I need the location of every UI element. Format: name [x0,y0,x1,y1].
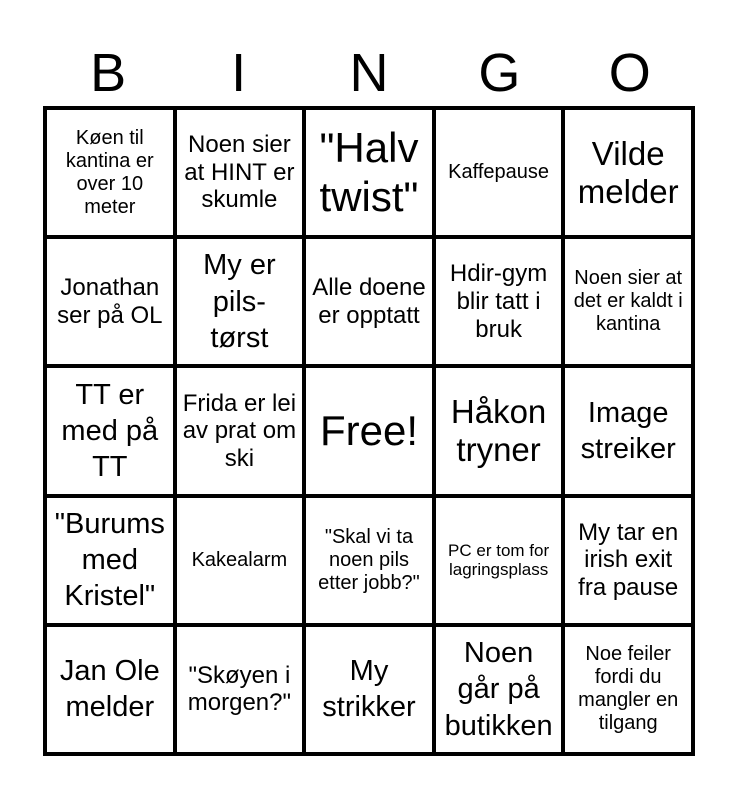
cell-text: My tar en irish exit fra pause [578,518,679,601]
header-letter-i: I [231,43,247,103]
header-letter-n: N [349,43,389,103]
cell-text: Noe feiler fordi du mangler en tilgang [578,643,679,735]
free-space-cell[interactable] [304,366,434,495]
cell-text: Jan Ole melder [59,655,160,724]
cell-text: Kakealarm [191,548,288,571]
cell-text: Hdir-gym blir tatt i bruk [449,260,548,343]
cell-text: "Burums med Kristel" [54,507,165,613]
cell-text: Alle doene er opptatt [312,274,426,329]
cell-text: Noen går på butikken [444,637,553,742]
bingo-cell[interactable] [304,496,434,625]
bingo-cell[interactable] [563,496,693,625]
cell-text: Image streiker [580,396,676,465]
bingo-header [43,40,695,106]
bingo-cell[interactable] [45,625,175,754]
cell-text: Frida er lei av prat om ski [182,389,297,472]
header-letter-b: B [90,43,127,103]
bingo-cell[interactable] [45,237,175,366]
bingo-cell[interactable] [434,496,564,625]
bingo-cell[interactable] [304,108,434,237]
bingo-cell[interactable] [304,625,434,754]
cell-text: Noen sier at det er kaldt i kantina [573,267,683,336]
cell-text: "Skøyen i morgen?" [187,661,292,717]
bingo-cell[interactable] [563,108,693,237]
cell-text: Noen sier at HINT er skumle [184,131,295,214]
cell-text: Køen til kantina er over 10 meter [65,126,154,218]
bingo-cell[interactable] [175,366,305,495]
bingo-cell[interactable] [45,496,175,625]
bingo-cell[interactable] [434,108,564,237]
cell-text: Free! [319,406,418,454]
header-letter-g: G [478,43,521,103]
cell-text: My er pils-tørst [203,249,276,354]
bingo-cell[interactable] [45,108,175,237]
cell-text: PC er tom for lagringsplass [448,540,550,580]
bingo-cell[interactable] [175,108,305,237]
bingo-cell[interactable] [563,366,693,495]
cell-text: My strikker [322,655,416,724]
cell-text: "Skal vi ta noen pils etter jobb?" [318,525,420,594]
cell-text: "Halv twist" [319,124,419,220]
bingo-cell[interactable] [563,237,693,366]
cell-text: TT er med på TT [61,378,159,484]
bingo-cell[interactable] [563,625,693,754]
bingo-cell[interactable] [434,625,564,754]
cell-text: Kaffepause [448,161,550,184]
header-letter-o: O [608,43,651,103]
bingo-cell[interactable] [304,237,434,366]
bingo-cell[interactable] [175,625,305,754]
bingo-cell[interactable] [175,496,305,625]
cell-text: Jonathan ser på OL [57,274,163,329]
cell-text: Håkon tryner [450,393,547,468]
bingo-cell[interactable] [434,237,564,366]
bingo-cell[interactable] [45,366,175,495]
bingo-cell[interactable] [175,237,305,366]
cell-text: Vilde melder [577,134,679,210]
bingo-cell[interactable] [434,366,564,495]
bingo-card [43,106,695,756]
